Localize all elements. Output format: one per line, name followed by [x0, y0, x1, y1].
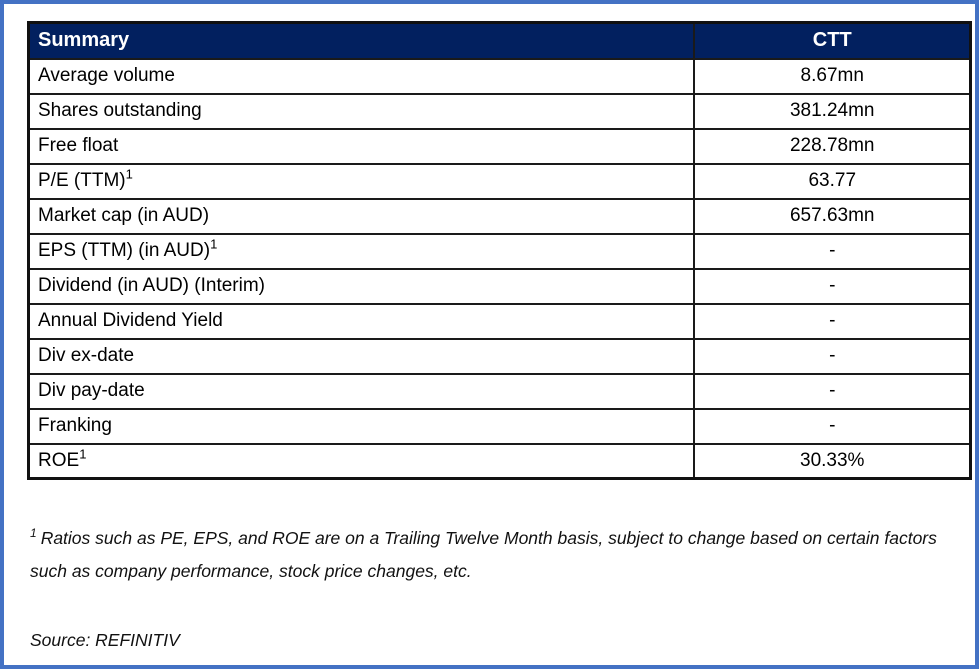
summary-table-body	[29, 59, 971, 479]
footnote-text: Ratios such as PE, EPS, and ROE are on a Trailing Twelve Month basis, subject to change based on certain factors such as company performance, stock price changes, etc.	[30, 528, 937, 581]
table-row	[29, 59, 971, 94]
table-row	[29, 129, 971, 164]
footnote	[30, 522, 945, 588]
row-value: -	[694, 269, 970, 304]
row-label-superscript: 1	[125, 166, 133, 182]
row-value: -	[694, 304, 970, 339]
row-label: Shares outstanding	[29, 94, 695, 129]
table-row	[29, 374, 971, 409]
summary-table	[27, 21, 972, 480]
header-cell-ticker: CTT	[694, 23, 970, 59]
row-label: Dividend (in AUD) (Interim)	[29, 269, 695, 304]
row-label: Free float	[29, 129, 695, 164]
table-row	[29, 339, 971, 374]
source-attribution: Source: REFINITIV	[30, 630, 180, 650]
row-label: Annual Dividend Yield	[29, 304, 695, 339]
row-label-superscript: 1	[79, 446, 87, 462]
table-row	[29, 164, 971, 199]
row-value: -	[694, 339, 970, 374]
row-label: Market cap (in AUD)	[29, 199, 695, 234]
table-row	[29, 444, 971, 479]
row-label: EPS (TTM) (in AUD)$^1$	[29, 234, 695, 269]
table-row	[29, 199, 971, 234]
table-row	[29, 409, 971, 444]
row-value: -	[694, 374, 970, 409]
header-cell-summary: Summary	[29, 23, 695, 59]
row-value: 381.24mn	[694, 94, 970, 129]
footnote-superscript: 1	[30, 526, 37, 541]
row-label: P/E (TTM)$^1$	[29, 164, 695, 199]
row-label-superscript: 1	[210, 236, 218, 252]
header-row	[29, 23, 971, 59]
row-value: -	[694, 409, 970, 444]
table-row	[29, 269, 971, 304]
table-row	[29, 304, 971, 339]
row-value: -	[694, 234, 970, 269]
row-value: 30.33%	[694, 444, 970, 479]
row-value: 228.78mn	[694, 129, 970, 164]
row-value: 8.67mn	[694, 59, 970, 94]
row-label: ROE$^1$	[29, 444, 695, 479]
row-label: Franking	[29, 409, 695, 444]
row-label: Div pay-date	[29, 374, 695, 409]
table-row	[29, 234, 971, 269]
row-value: 657.63mn	[694, 199, 970, 234]
table-row	[29, 94, 971, 129]
row-label: Div ex-date	[29, 339, 695, 374]
row-value: 63.77	[694, 164, 970, 199]
row-label: Average volume	[29, 59, 695, 94]
summary-table-header	[29, 23, 971, 59]
